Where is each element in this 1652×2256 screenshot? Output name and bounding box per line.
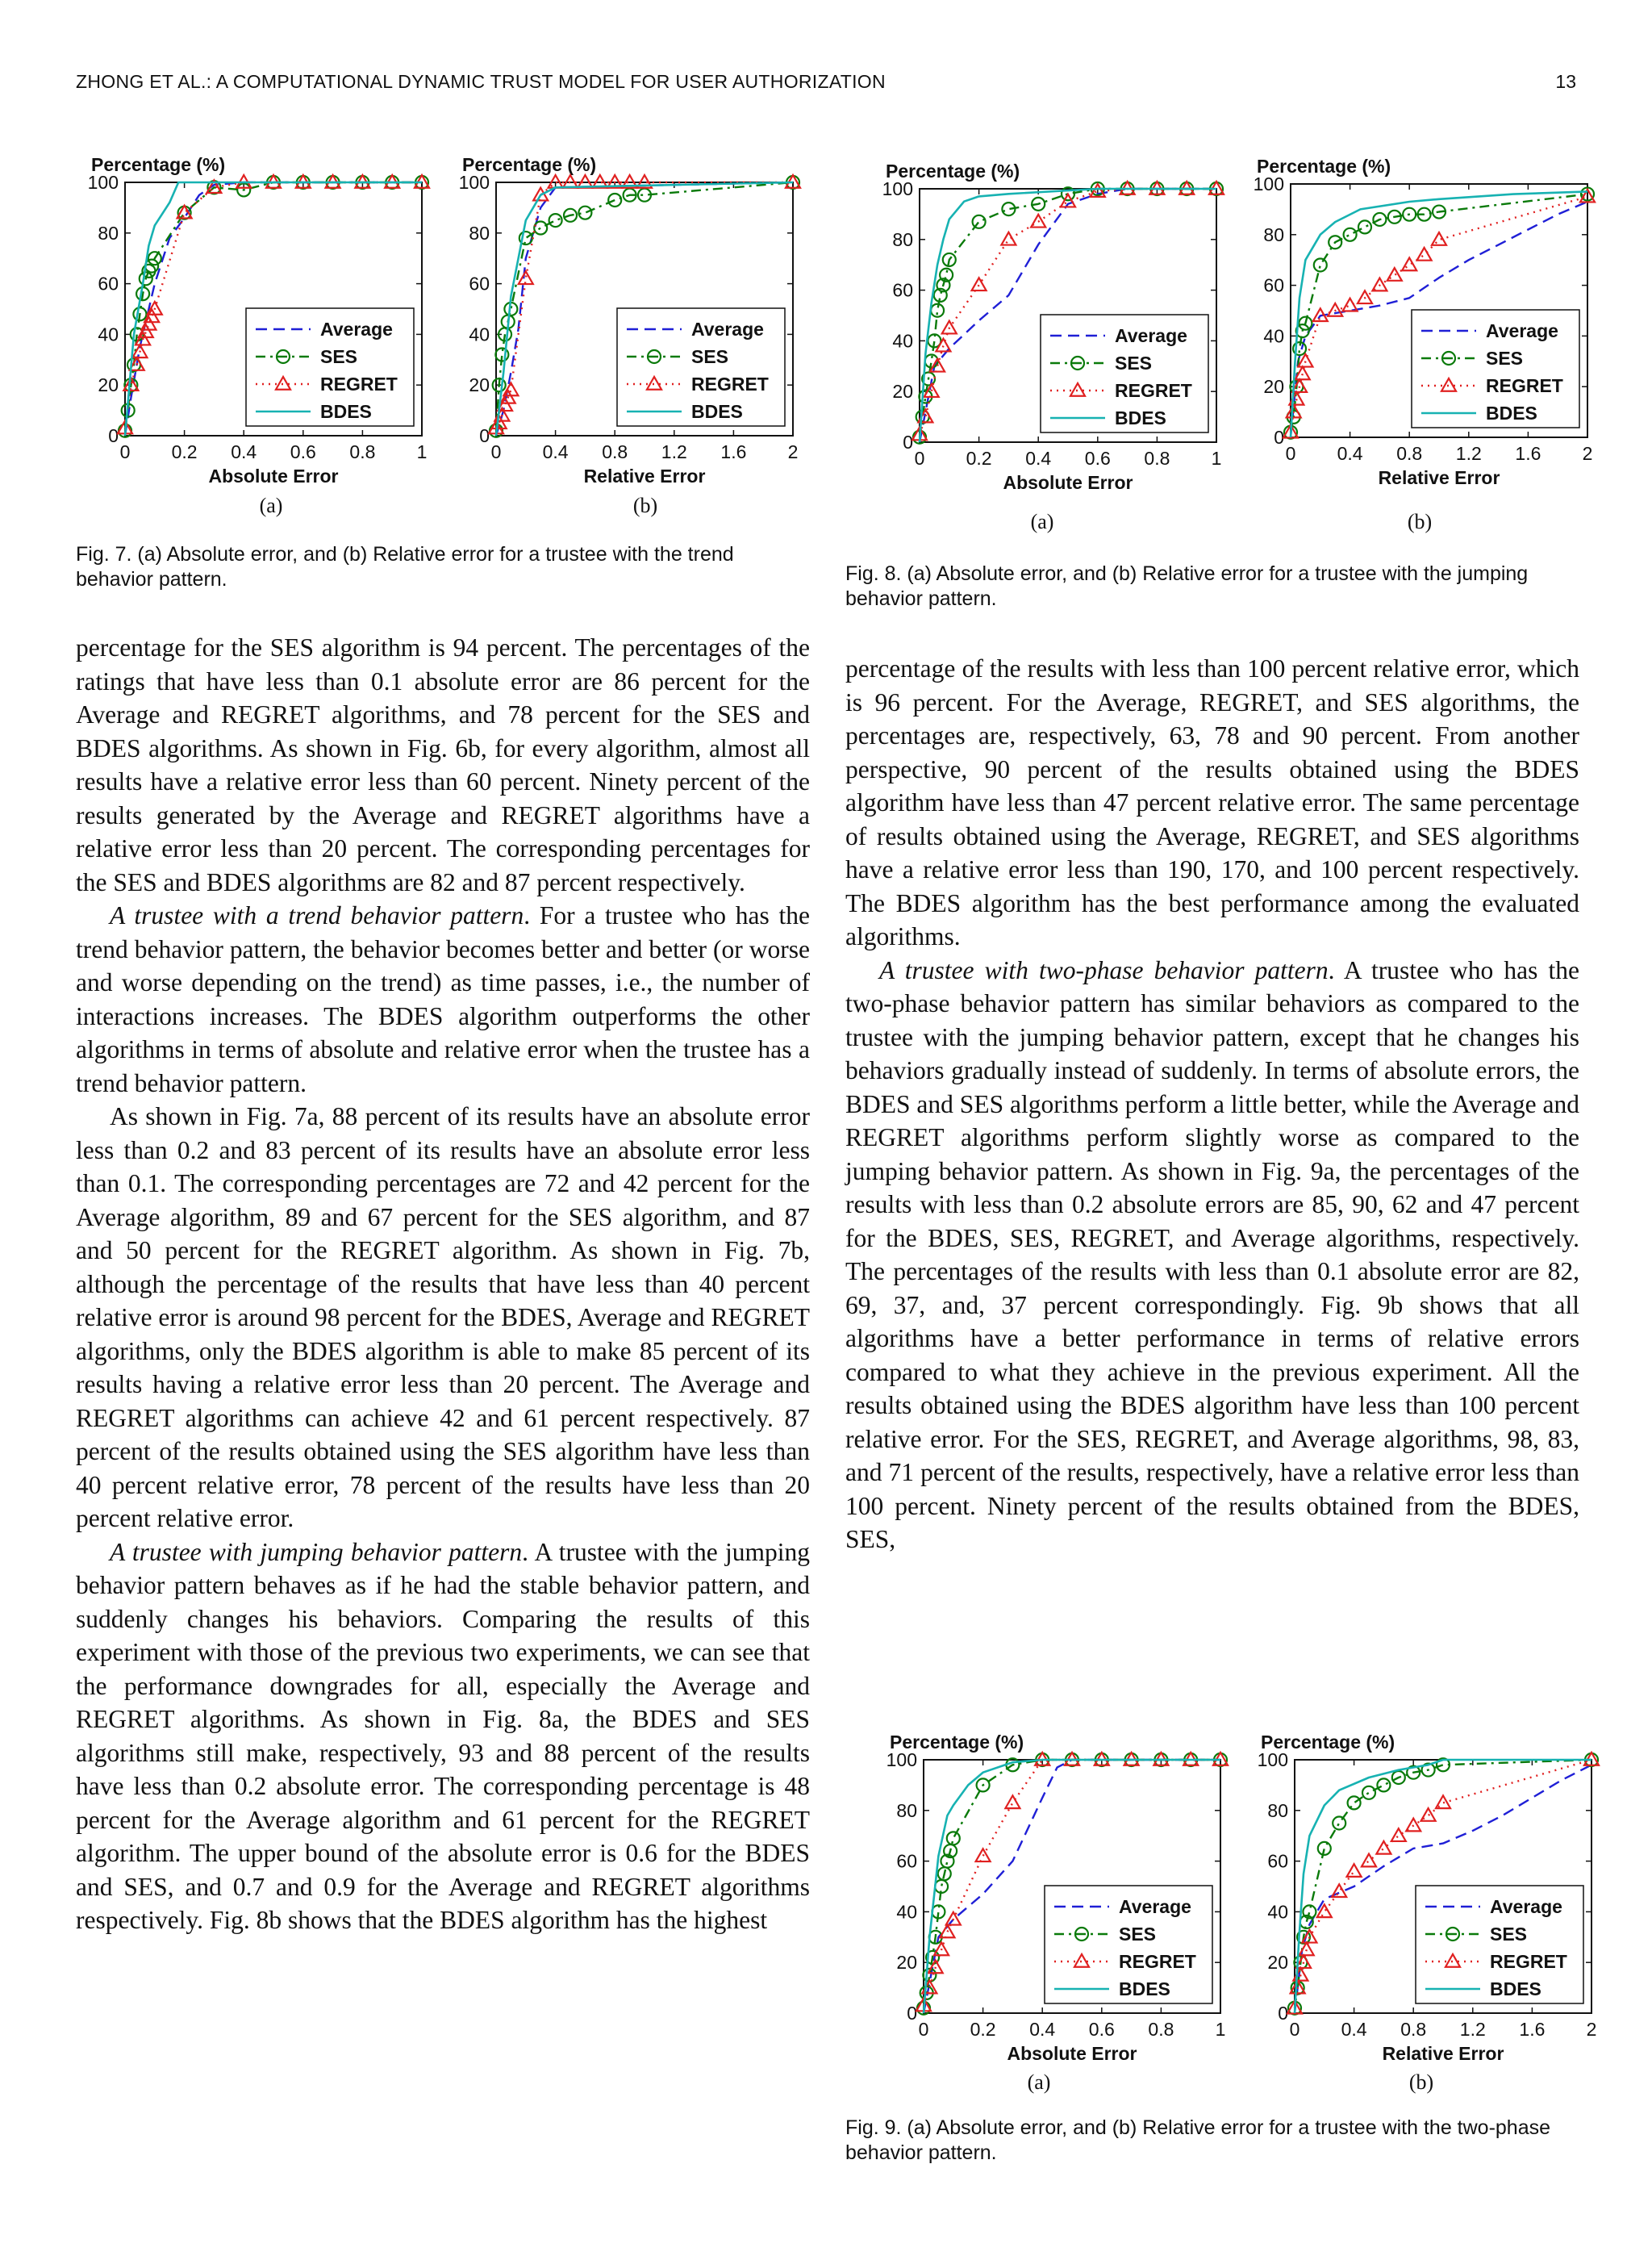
chart-svg <box>48 145 428 487</box>
paragraph-text: As shown in Fig. 7a, 88 percent of its results have an absolute error less than 0.2 and 83 percent of its results have an absolute error less than 0.1. The corresponding percentages are 72 and 42 percent for the Average algorithm, 89 and 67 percent for the SES algorithm, and 87 and 50 percent for the REGRET algorithm. As shown in Fig. 7b, although the percentage of the results that have less than 40 percent relative error is around 98 percent for the BDES, Average and REGRET algorithms, only the BDES algorithm is able to make 85 percent of its results having a relative error less than 20 percent. The Average and REGRET algorithms can achieve 42 and 61 percent respectively. 87 percent of the results obtained using the SES algorithm have less than 40 percent relative error, 78 percent of the results have less than 20 percent relative error. <box>76 1102 810 1532</box>
y-axis-label: Percentage (%) <box>91 154 226 175</box>
y-tick-label: 80 <box>1267 1799 1288 1821</box>
data-point <box>534 222 547 235</box>
y-tick-label: 20 <box>896 1952 917 1974</box>
data-point <box>1344 228 1357 241</box>
paragraph-text: . A trustee who has the two-phase behavior pattern has similar behaviors as compared to the trustee with the jumping behavior pattern, except that he changes his behaviors gradually instead of suddenly. In terms of absolute errors, the BDES and SES algorithms perform a little better, while the Average and REGRET algorithms perform slightly worse as compared to the jumping behavior pattern. As shown in Fig. 9a, the percentages of the results with less than 0.2 absolute errors are 85, 90, 62 and 47 percent for the BDES, SES, REGRET, and Average algorithms, respectively. The percentages of the results with less than 0.1 absolute error are 82, 69, 37, and, 37 percent correspondingly. Fig. 9b shows that all algorithms have a better performance in terms of relative errors compared to what they achieve in the previous experiment. All the results obtained using the BDES algorithm have less than 100 percent relative error. For the SES, REGRET, and Average algorithms, 98, 83, and 71 percent of the results, respectively, have a relative error less than 100 percent. Ninety percent of the results obtained from the BDES, SES, <box>845 955 1579 1553</box>
y-tick-label: 40 <box>1267 1901 1288 1923</box>
data-point <box>1318 1842 1331 1855</box>
x-axis-label: Relative Error <box>1378 467 1500 488</box>
legend-label: Average <box>320 319 393 340</box>
page-number: 13 <box>1555 71 1576 92</box>
figure-9a-label: (a) <box>1027 2070 1051 2094</box>
y-tick-label: 0 <box>1274 427 1284 448</box>
x-tick-label: 0.2 <box>171 441 198 462</box>
legend-label: SES <box>1119 1924 1157 1945</box>
x-tick-label: 0 <box>1289 2019 1300 2040</box>
figure-9b <box>1215 1723 1597 2064</box>
data-point <box>1314 258 1327 271</box>
paragraph-lead: A trustee with a trend behavior pattern <box>110 901 524 930</box>
x-tick-label: 0.4 <box>542 441 569 462</box>
chart-svg <box>1211 147 1593 488</box>
y-tick-label: 80 <box>98 222 119 244</box>
y-tick-label: 100 <box>1257 1749 1288 1770</box>
paragraph <box>76 1535 810 1937</box>
y-tick-label: 40 <box>892 330 913 352</box>
y-tick-label: 100 <box>882 178 913 199</box>
legend-label: Average <box>1119 1896 1191 1917</box>
y-tick-label: 40 <box>896 1901 917 1923</box>
paragraph-lead: A trustee with two-phase behavior pattern <box>879 955 1329 984</box>
data-point <box>1347 1864 1362 1877</box>
y-tick-label: 0 <box>108 425 119 446</box>
y-tick-label: 60 <box>469 273 490 295</box>
y-tick-label: 0 <box>907 2003 917 2024</box>
y-axis-label: Percentage (%) <box>886 161 1020 182</box>
data-point <box>1362 1854 1376 1867</box>
x-tick-label: 1.2 <box>1455 443 1482 464</box>
y-tick-label: 20 <box>98 374 119 396</box>
y-tick-label: 20 <box>1263 376 1284 398</box>
y-tick-label: 60 <box>1263 274 1284 296</box>
x-tick-label: 1 <box>1215 2019 1226 2040</box>
x-tick-label: 0.4 <box>1029 2019 1056 2040</box>
data-point <box>1001 232 1016 245</box>
x-tick-label: 0.6 <box>290 441 316 462</box>
paragraph <box>76 1100 810 1535</box>
legend-label: BDES <box>320 401 372 422</box>
legend-label: BDES <box>1115 407 1166 428</box>
legend-label: REGRET <box>1486 375 1563 396</box>
paragraph-text: percentage of the results with less than 100 percent relative error, which is 96 percent. For the Average, REGRET, and SES algorithms, the percentages are, respectively, 63, 78 and 90 percent. From another perspective, 90 percent of the results obtained using the BDES algorithm have less than 47 percent relative error. The same percentage of results obtained using the Average, REGRET, and SES algorithms have a relative error less than 190, 170, and 100 percent respectively. The BDES algorithm has the best performance among the evaluated algorithms. <box>845 654 1579 950</box>
y-tick-label: 40 <box>469 324 490 345</box>
chart-svg <box>416 145 799 487</box>
x-tick-label: 0 <box>119 441 131 462</box>
x-tick-label: 1.6 <box>1515 443 1541 464</box>
chart-svg <box>843 152 1222 491</box>
legend-label: BDES <box>1486 403 1537 424</box>
figure-8a-label: (a) <box>1030 510 1054 533</box>
data-point <box>1432 232 1446 245</box>
y-tick-label: 80 <box>896 1799 917 1821</box>
data-point <box>1387 268 1402 281</box>
figure-7b <box>416 145 799 487</box>
paragraph <box>845 954 1579 1556</box>
data-point <box>608 194 621 207</box>
x-tick-label: 1 <box>416 441 428 462</box>
legend-label: REGRET <box>1119 1951 1196 1972</box>
x-tick-label: 1.2 <box>661 441 687 462</box>
figure-9-caption: Fig. 9. (a) Absolute error, and (b) Relative error for a trustee with the two-phase behavior pattern. <box>845 2116 1551 2164</box>
legend-label: SES <box>1486 348 1524 369</box>
legend-label: SES <box>1115 353 1153 374</box>
x-tick-label: 1.6 <box>720 441 747 462</box>
data-point <box>947 1832 960 1844</box>
legend-label: REGRET <box>320 374 398 395</box>
x-tick-label: 0 <box>490 441 502 462</box>
y-tick-label: 60 <box>1267 1850 1288 1872</box>
figure-7a <box>48 145 428 487</box>
legend-label: SES <box>320 346 358 367</box>
x-tick-label: 2 <box>1582 443 1593 464</box>
y-tick-label: 40 <box>98 324 119 345</box>
data-point <box>1348 1796 1361 1809</box>
legend-label: Average <box>1486 320 1558 341</box>
paragraph-text: . A trustee with the jumping behavior pattern behaves as if he had the stable behavior pattern, and suddenly changes his behaviors. Comparing the results of this experiment with those of the previous two experiments, we can see that the performance downgrades for all, especially the Average and REGRET algorithms. As shown in Fig. 8a, the BDES and SES algorithms still make, respectively, 93 and 88 percent of the results have less than 0.2 absolute error. The corresponding percentage is 48 percent for the Average algorithm and 61 percent for the REGRET algorithm. The upper bound of the absolute error is 0.6 for the BDES and SES, and 0.7 and 0.9 for the Average and REGRET algorithms respectively. Fig. 8b shows that the BDES algorithm has the highest <box>76 1537 810 1934</box>
x-tick-label: 0.8 <box>349 441 376 462</box>
x-tick-label: 0.8 <box>1148 2019 1174 2040</box>
data-point <box>1362 1786 1375 1799</box>
x-tick-label: 0.2 <box>970 2019 996 2040</box>
running-title: ZHONG ET AL.: A COMPUTATIONAL DYNAMIC TRUST MODEL FOR USER AUTHORIZATION <box>76 71 886 92</box>
data-point <box>1417 248 1432 261</box>
x-tick-label: 0.4 <box>1341 2019 1367 2040</box>
figure-9b-label: (b) <box>1408 2070 1434 2094</box>
legend-label: Average <box>1490 1896 1562 1917</box>
y-tick-label: 60 <box>896 1850 917 1872</box>
data-point <box>1358 220 1371 233</box>
y-tick-label: 0 <box>903 432 913 453</box>
x-axis-label: Absolute Error <box>1003 472 1133 493</box>
y-axis-label: Percentage (%) <box>1257 156 1391 177</box>
y-tick-label: 0 <box>1278 2003 1288 2024</box>
y-tick-label: 0 <box>479 425 490 446</box>
y-axis-label: Percentage (%) <box>890 1732 1024 1753</box>
paragraph <box>76 899 810 1100</box>
figure-7b-label: (b) <box>632 494 658 517</box>
x-tick-label: 0 <box>1285 443 1296 464</box>
y-tick-label: 40 <box>1263 325 1284 347</box>
y-tick-label: 100 <box>87 172 119 193</box>
y-tick-label: 100 <box>1253 173 1284 194</box>
x-axis-label: Absolute Error <box>208 466 339 487</box>
left-text-column <box>76 631 810 1937</box>
y-axis-label: Percentage (%) <box>1261 1732 1395 1753</box>
x-axis-label: Relative Error <box>1382 2043 1504 2064</box>
y-tick-label: 20 <box>892 381 913 403</box>
figure-7a-label: (a) <box>259 494 283 517</box>
paragraph-text: percentage for the SES algorithm is 94 percent. The percentages of the ratings that have less than 0.1 absolute error are 86 percent for the Average and REGRET algorithms, and 78 percent for the SES and BDES algorithms. As shown in Fig. 6b, for every algorithm, almost all results have a relative error less than 60 percent. Ninety percent of the results generated by the Average and REGRET algorithms have a relative error less than 20 percent. The corresponding percentages for the SES and BDES algorithms are 82 and 87 percent respectively. <box>76 633 810 896</box>
x-tick-label: 0.2 <box>966 448 992 469</box>
x-tick-label: 1 <box>1211 448 1222 469</box>
x-tick-label: 0.4 <box>1025 448 1052 469</box>
data-point <box>549 214 562 227</box>
figure-9a <box>847 1723 1226 2062</box>
y-tick-label: 20 <box>1267 1952 1288 1974</box>
x-tick-label: 0.4 <box>231 441 257 462</box>
paragraph-text: . For a trustee who has the trend behavior pattern, the behavior becomes better and better (or worse and worse depending on the trend) as time passes, i.e., the number of interactions increases. The BDES algorithm outperforms the other algorithms in terms of absolute and relative error when the trustee has a trend behavior pattern. <box>76 901 810 1097</box>
legend-label: BDES <box>691 401 743 422</box>
x-tick-label: 0 <box>918 2019 929 2040</box>
y-tick-label: 80 <box>469 222 490 244</box>
x-tick-label: 0 <box>914 448 925 469</box>
y-tick-label: 100 <box>458 172 490 193</box>
y-tick-label: 20 <box>469 374 490 396</box>
x-tick-label: 0.6 <box>1084 448 1111 469</box>
x-tick-label: 0.8 <box>1396 443 1423 464</box>
figure-8b <box>1211 147 1593 488</box>
y-tick-label: 80 <box>892 228 913 250</box>
figure-8b-label: (b) <box>1407 510 1433 533</box>
figure-8-caption: Fig. 8. (a) Absolute error, and (b) Relative error for a trustee with the jumping behavior pattern. <box>845 562 1529 610</box>
x-axis-label: Absolute Error <box>1007 2043 1137 2064</box>
x-tick-label: 0.4 <box>1337 443 1363 464</box>
x-tick-label: 0.6 <box>1088 2019 1115 2040</box>
x-axis-label: Relative Error <box>583 466 706 487</box>
legend-label: SES <box>1490 1924 1528 1945</box>
data-point <box>1376 1841 1391 1854</box>
legend-label: REGRET <box>691 374 769 395</box>
data-point <box>1377 1778 1390 1791</box>
x-tick-label: 1.2 <box>1459 2019 1486 2040</box>
legend-label: Average <box>691 319 764 340</box>
legend-label: BDES <box>1490 1978 1541 1999</box>
figure-8a <box>843 152 1222 491</box>
y-tick-label: 100 <box>886 1749 917 1770</box>
data-point <box>972 278 987 290</box>
data-point <box>1391 1828 1406 1841</box>
legend-label: REGRET <box>1115 380 1192 401</box>
legend-label: Average <box>1115 325 1187 346</box>
y-tick-label: 60 <box>98 273 119 295</box>
data-point <box>1402 257 1416 270</box>
paragraph <box>76 631 810 899</box>
x-tick-label: 2 <box>787 441 799 462</box>
legend-label: SES <box>691 346 729 367</box>
right-text-column <box>845 652 1579 1556</box>
data-point <box>973 215 986 228</box>
chart-svg <box>847 1723 1226 2062</box>
data-point <box>1005 1795 1020 1808</box>
x-tick-label: 0.8 <box>1400 2019 1427 2040</box>
legend-label: REGRET <box>1490 1951 1567 1972</box>
figure-7-caption: Fig. 7. (a) Absolute error, and (b) Relative error for a trustee with the trend behavior pattern. <box>76 543 734 591</box>
legend-label: BDES <box>1119 1978 1170 1999</box>
x-tick-label: 1.6 <box>1519 2019 1546 2040</box>
data-point <box>1333 1817 1345 1830</box>
y-tick-label: 80 <box>1263 224 1284 245</box>
paragraph <box>845 652 1579 954</box>
paragraph-lead: A trustee with jumping behavior pattern <box>110 1537 523 1566</box>
x-tick-label: 2 <box>1586 2019 1597 2040</box>
y-axis-label: Percentage (%) <box>462 154 597 175</box>
x-tick-label: 0.8 <box>1144 448 1170 469</box>
x-tick-label: 0.8 <box>602 441 628 462</box>
y-tick-label: 60 <box>892 279 913 301</box>
chart-svg <box>1215 1723 1597 2064</box>
